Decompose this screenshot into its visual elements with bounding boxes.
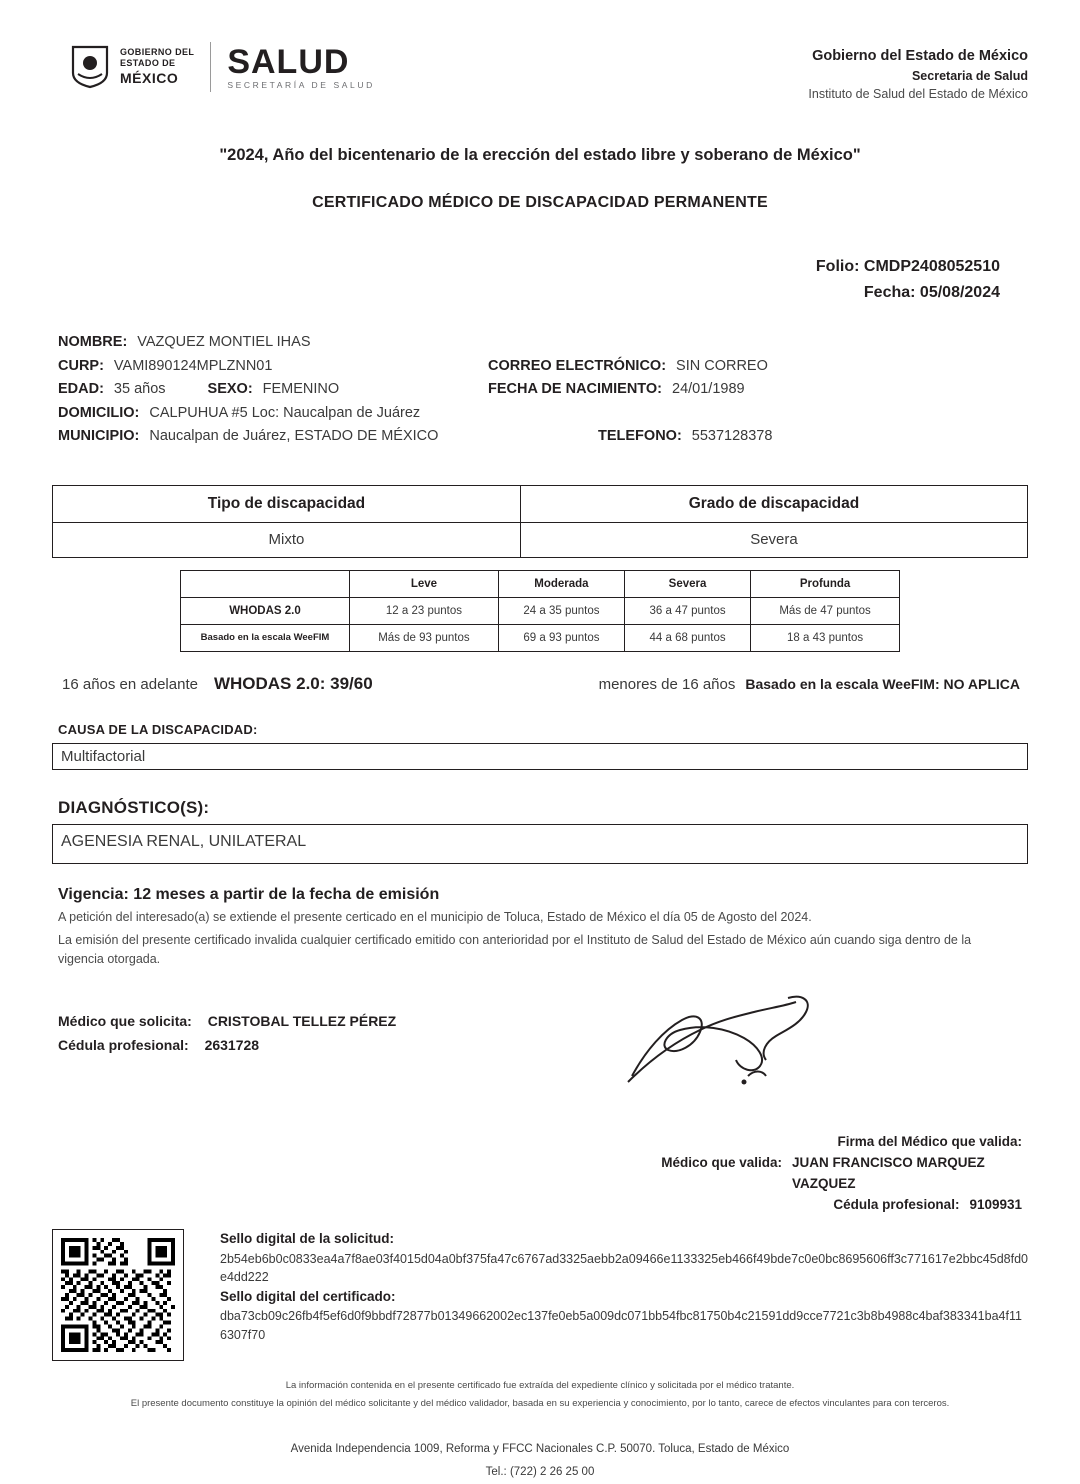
medico-solicita-value: CRISTOBAL TELLEZ PÉREZ bbox=[207, 1012, 397, 1029]
folio-row bbox=[0, 254, 1000, 280]
gob-line-1: GOBIERNO DEL bbox=[120, 47, 195, 57]
scale-col-profunda: Profunda bbox=[751, 570, 900, 597]
vigencia-paragraph-1: A petición del interesado(a) se extiende el presente certicado en el municipio de Toluca, Estado de México el día 05 de Agosto del 2024. bbox=[58, 909, 812, 924]
nombre-label: NOMBRE: bbox=[58, 334, 128, 351]
cause-value: Multifactorial bbox=[52, 743, 1028, 770]
diagnosis-value: AGENESIA RENAL, UNILATERAL bbox=[52, 824, 1028, 864]
firma-medico-valida-title: Firma del Médico que valida: bbox=[837, 1133, 1022, 1149]
nacimiento-label: FECHA DE NACIMIENTO: bbox=[488, 381, 662, 398]
disability-type-table bbox=[52, 485, 1028, 558]
scale-reference-table bbox=[180, 570, 900, 652]
government-wordmark bbox=[120, 47, 194, 87]
institution-block bbox=[808, 42, 1028, 103]
medico-solicita-label: Médico que solicita: bbox=[58, 1012, 192, 1029]
fecha-value: 05/08/2024 bbox=[919, 283, 1000, 301]
salud-subtitle: SECRETARÍA DE SALUD bbox=[227, 79, 375, 90]
folio-value: CMDP2408052510 bbox=[863, 258, 1000, 276]
patient-data bbox=[0, 331, 1080, 448]
solicitud-seal-label: Sello digital de la solicitud: bbox=[220, 1231, 395, 1247]
grado-value: Severa bbox=[520, 522, 1027, 557]
requesting-doctor-block bbox=[0, 1010, 1080, 1058]
scale-row-whodas-label: WHODAS 2.0 bbox=[181, 597, 350, 624]
validating-doctor-license-row bbox=[0, 1195, 1022, 1216]
tipo-value: Mixto bbox=[53, 522, 521, 557]
footnote-line-2: El presente documento constituye la opinión del médico solicitante y del médico validador, basada en su experiencia y conocimiento, por lo tanto, carece de efectos vinculantes para con terceros. bbox=[130, 1397, 950, 1409]
scale-table-wrap bbox=[0, 570, 1080, 652]
folio-block bbox=[0, 254, 1080, 305]
sexo-value: FEMENINO bbox=[262, 381, 340, 398]
salud-logo bbox=[227, 42, 375, 90]
certificado-seal-hash: dba73cb09c26fb4f5ef6d0f9bbdf72877b01349662002ec137fe0eb5a009dc071bb54fbc81750b4c21591dd9cce7721c3b8b4988c4baf383341ba4f116307f70 bbox=[220, 1309, 1022, 1343]
curp-value: VAMI890124MPLZNN01 bbox=[113, 357, 273, 374]
cedula-valida-value: 9109931 bbox=[969, 1196, 1022, 1212]
requesting-doctor-row bbox=[58, 1010, 1080, 1034]
edad-label: EDAD: bbox=[58, 381, 104, 398]
tipo-header: Tipo de discapacidad bbox=[53, 485, 521, 522]
requesting-doctor-license-row bbox=[58, 1034, 1080, 1058]
digital-seal-area bbox=[0, 1229, 1080, 1361]
certificado-seal-label: Sello digital del certificado: bbox=[220, 1289, 396, 1305]
logo-divider bbox=[210, 42, 211, 92]
qr-code-icon bbox=[52, 1229, 184, 1361]
scale-col-leve: Leve bbox=[350, 570, 499, 597]
patient-row-edad bbox=[58, 378, 1020, 401]
footer-address: Avenida Independencia 1009, Reforma y FFCC Nacionales C.P. 50070. Toluca, Estado de México bbox=[290, 1442, 790, 1455]
cedula-solicita-value: 2631728 bbox=[204, 1036, 260, 1053]
vigencia-paragraph-2: La emisión del presente certificado invalida cualquier certificado emitido con anterioridad por el Instituto de Salud del Estado de México aún cuando siga dentro de la vigencia otorgada. bbox=[58, 933, 972, 967]
correo-value: SIN CORREO bbox=[676, 357, 768, 374]
scores-left-note: 16 años en adelante bbox=[62, 675, 198, 693]
table-row bbox=[53, 522, 1028, 557]
scores-right-note: menores de 16 años bbox=[598, 675, 736, 693]
medico-valida-label: Médico que valida: bbox=[661, 1154, 782, 1170]
patient-row-nombre bbox=[58, 331, 1020, 354]
weefim-severa: 44 a 68 puntos bbox=[624, 624, 750, 651]
signature-area bbox=[0, 1010, 1080, 1130]
curp-label: CURP: bbox=[58, 357, 104, 374]
handwritten-signature bbox=[620, 990, 840, 1100]
whodas-moderada: 24 a 35 puntos bbox=[498, 597, 624, 624]
vigencia-title: Vigencia: 12 meses a partir de la fecha de emisión bbox=[58, 885, 440, 903]
cause-label: CAUSA DE LA DISCAPACIDAD: bbox=[58, 721, 258, 737]
weefim-profunda: 18 a 43 puntos bbox=[751, 624, 900, 651]
patient-row-municipio bbox=[58, 425, 1020, 448]
table-row bbox=[181, 597, 900, 624]
year-slogan: "2024, Año del bicentenario de la erección del estado libre y soberano de México" bbox=[219, 146, 861, 165]
nombre-value: VAZQUEZ MONTIEL IHAS bbox=[137, 334, 311, 351]
scores-row bbox=[0, 674, 1080, 694]
domicilio-value: CALPUHUA #5 Loc: Naucalpan de Juárez bbox=[149, 404, 421, 421]
scale-row-weefim-label: Basado en la escala WeeFIM bbox=[181, 624, 350, 651]
municipio-label: MUNICIPIO: bbox=[58, 428, 140, 445]
weefim-moderada: 69 a 93 puntos bbox=[498, 624, 624, 651]
whodas-severa: 36 a 47 puntos bbox=[624, 597, 750, 624]
diagnosis-label: DIAGNÓSTICO(S): bbox=[58, 797, 210, 817]
institution-line-2: Secretaria de Salud bbox=[911, 69, 1028, 84]
cedula-valida-label: Cédula profesional: bbox=[833, 1196, 960, 1212]
footnote-line-1: La información contenida en el presente certificado fue extraída del expediente clínico y solicitada por el médico tratante. bbox=[285, 1380, 795, 1392]
telefono-value: 5537128378 bbox=[691, 428, 773, 445]
grado-header: Grado de discapacidad bbox=[520, 485, 1027, 522]
institution-line-1: Gobierno del Estado de México bbox=[812, 48, 1028, 64]
document-header bbox=[0, 0, 1080, 103]
weefim-leve: Más de 93 puntos bbox=[350, 624, 499, 651]
edad-value: 35 años bbox=[113, 381, 166, 398]
coat-of-arms-icon bbox=[70, 44, 110, 90]
government-logo bbox=[70, 42, 375, 92]
telefono-label: TELEFONO: bbox=[598, 428, 682, 445]
document-title: CERTIFICADO MÉDICO DE DISCAPACIDAD PERMANENTE bbox=[312, 194, 768, 212]
scale-col-severa: Severa bbox=[624, 570, 750, 597]
validating-doctor-block bbox=[0, 1132, 1080, 1216]
salud-word: SALUD bbox=[227, 42, 350, 81]
fecha-row bbox=[0, 280, 1000, 306]
whodas-profunda: Más de 47 puntos bbox=[751, 597, 900, 624]
footnotes bbox=[0, 1377, 1080, 1411]
domicilio-label: DOMICILIO: bbox=[58, 404, 140, 421]
folio-label: Folio: bbox=[815, 258, 860, 276]
patient-row-curp bbox=[58, 355, 1020, 378]
correo-label: CORREO ELECTRÓNICO: bbox=[488, 357, 667, 374]
validating-doctor-row bbox=[0, 1153, 1022, 1195]
document-footer bbox=[0, 1438, 1080, 1484]
gob-line-2: ESTADO DE bbox=[120, 58, 176, 69]
nacimiento-value: 24/01/1989 bbox=[672, 381, 745, 398]
cedula-solicita-label: Cédula profesional: bbox=[58, 1036, 189, 1053]
whodas-leve: 12 a 23 puntos bbox=[350, 597, 499, 624]
institution-line-3: Instituto de Salud del Estado de México bbox=[808, 87, 1028, 102]
scale-col-empty bbox=[181, 570, 350, 597]
solicitud-seal-hash: 2b54eb6b0c0833ea4a7f8ae03f4015d04a0bf375fa47c6767ad3325aebb2a09466e1133325eb466f49bde7c0e0bc8695606ff3c771617e2bbc45d8fd0e4dd222 bbox=[220, 1251, 1028, 1285]
sexo-label: SEXO: bbox=[207, 381, 253, 398]
medico-valida-value: JUAN FRANCISCO MARQUEZ VAZQUEZ bbox=[792, 1154, 985, 1191]
footer-phone: Tel.: (722) 2 26 25 00 bbox=[485, 1465, 595, 1478]
municipio-value: Naucalpan de Juárez, ESTADO DE MÉXICO bbox=[149, 428, 439, 445]
whodas-score: WHODAS 2.0: 39/60 bbox=[213, 673, 373, 693]
scale-header-row bbox=[181, 570, 900, 597]
digital-seals bbox=[220, 1229, 1028, 1345]
table-header-row bbox=[53, 485, 1028, 522]
patient-row-domicilio bbox=[58, 402, 1020, 425]
table-row bbox=[181, 624, 900, 651]
scale-col-moderada: Moderada bbox=[498, 570, 624, 597]
weefim-score: Basado en la escala WeeFIM: NO APLICA bbox=[745, 675, 1020, 692]
gob-line-3: MÉXICO bbox=[120, 69, 179, 86]
fecha-label: Fecha: bbox=[863, 283, 916, 301]
